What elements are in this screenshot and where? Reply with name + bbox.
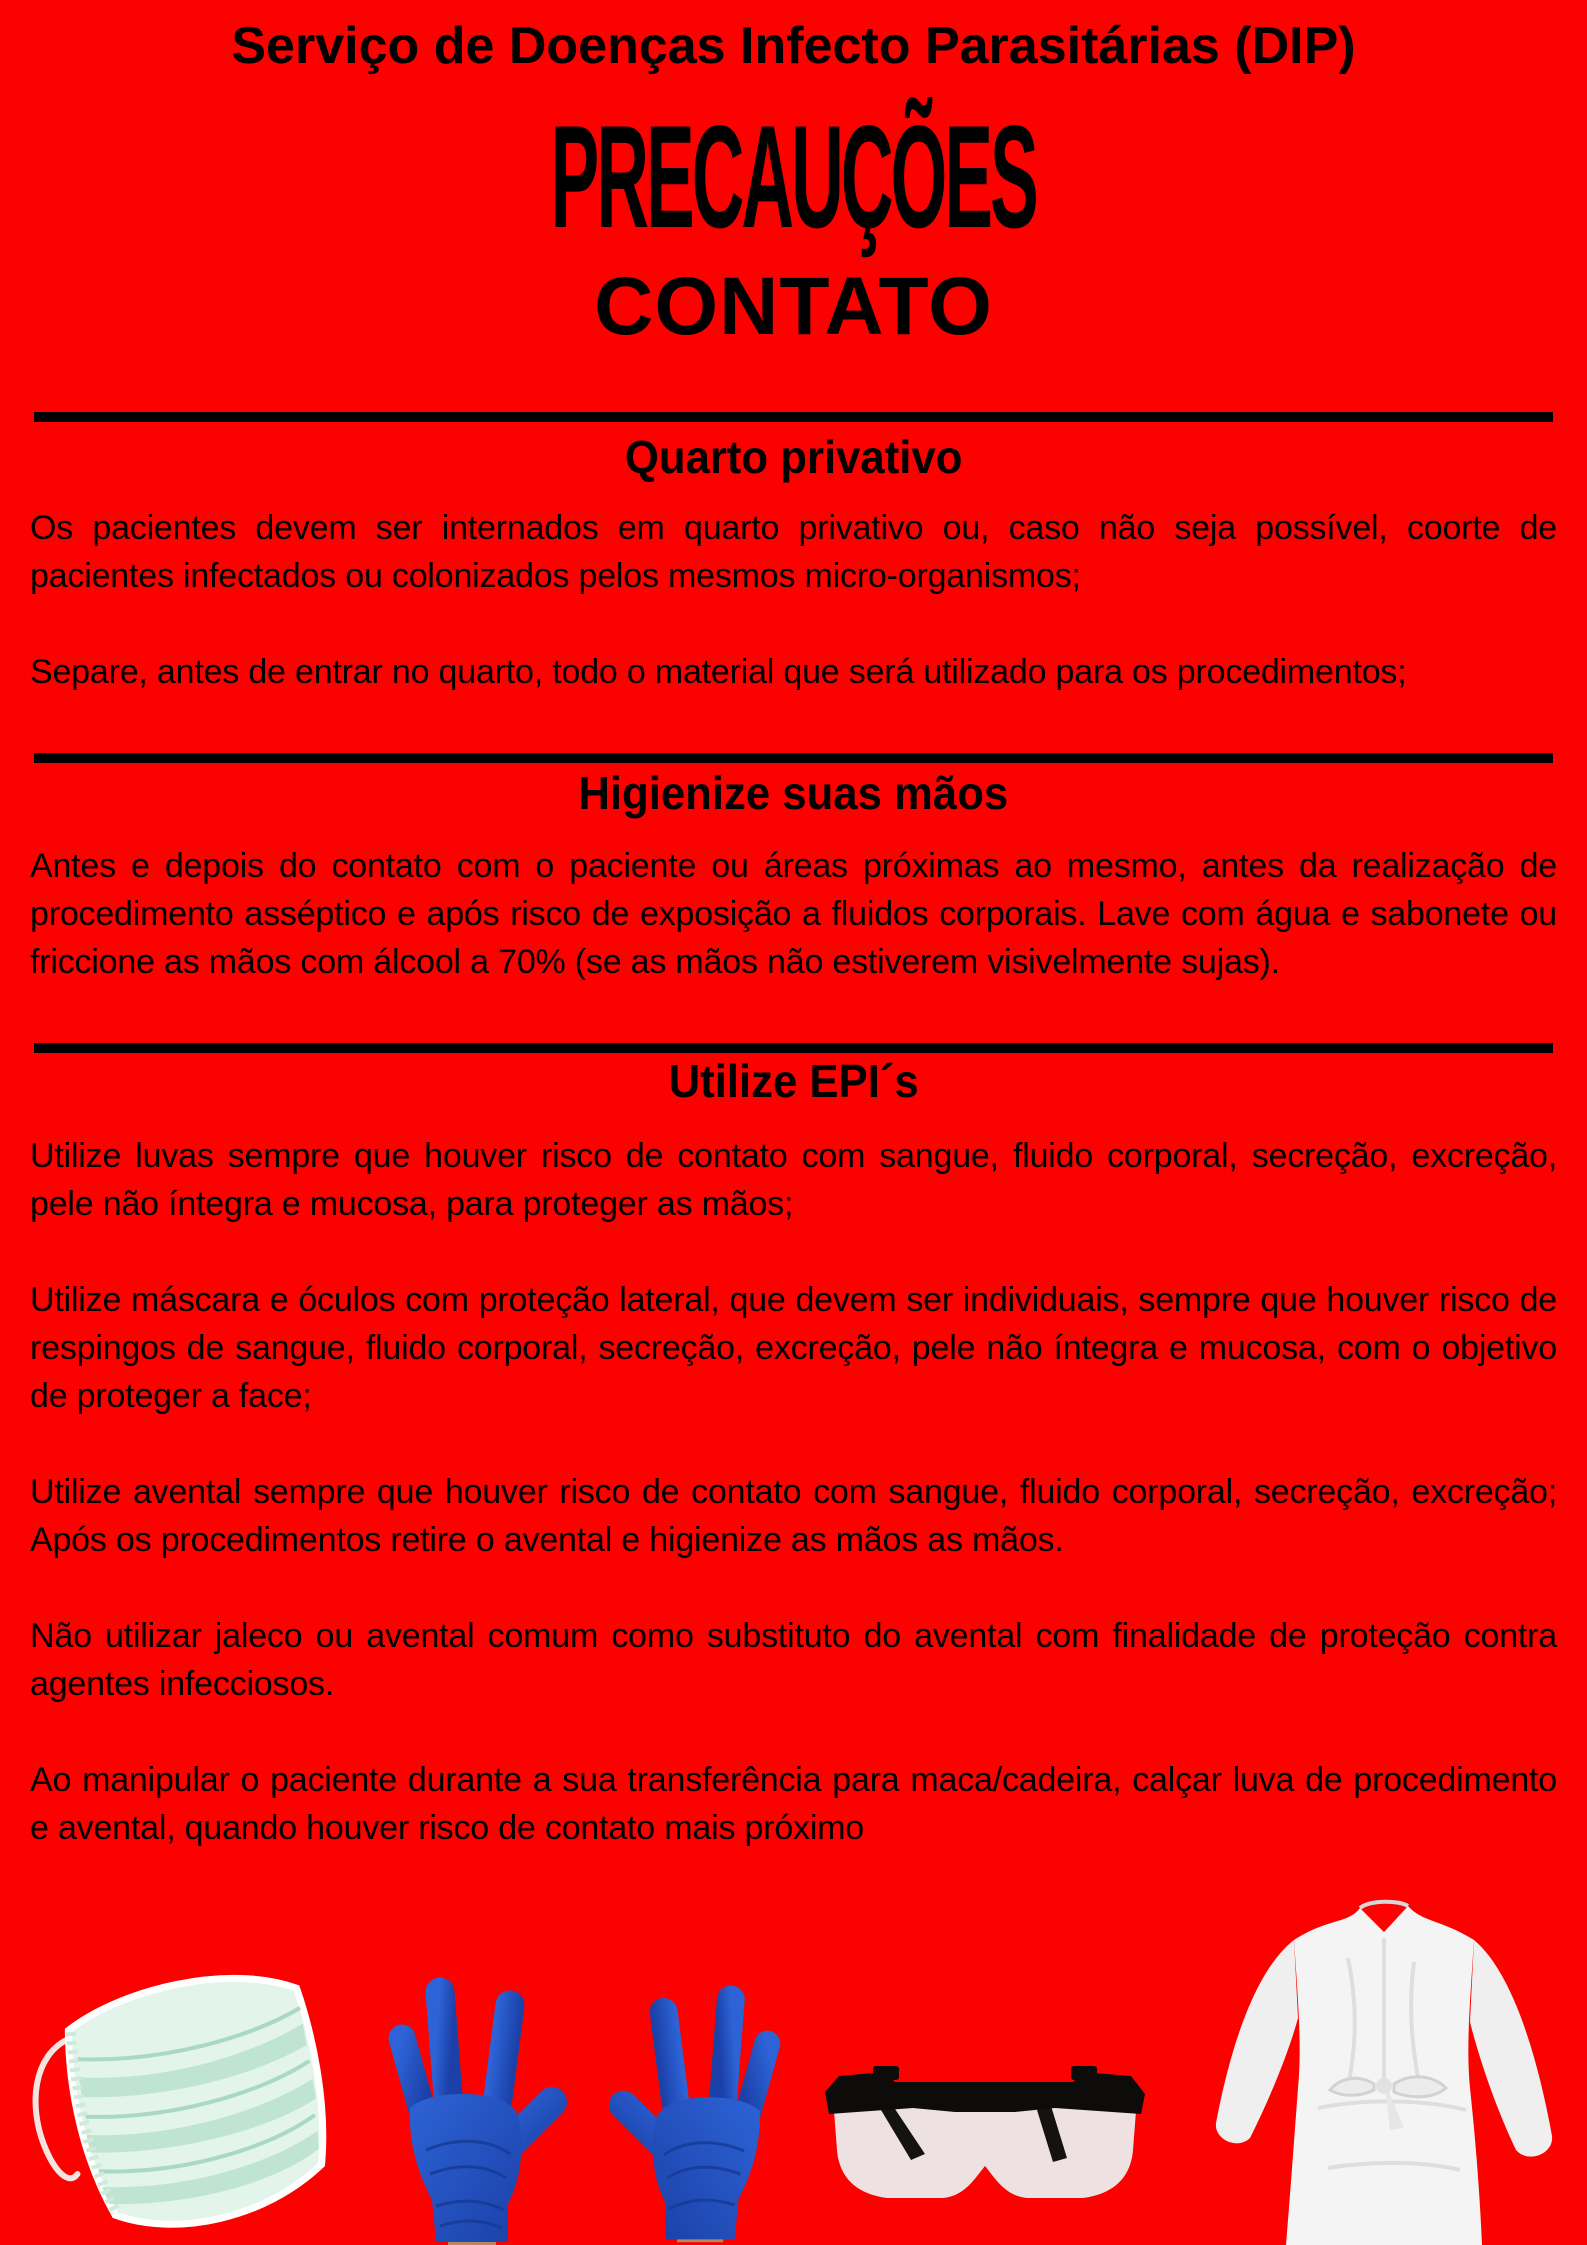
isolation-gown-icon <box>1198 1898 1570 2245</box>
page-title: Serviço de Doenças Infecto Parasitárias (DIP) <box>231 17 1356 75</box>
section-quarto-privativo-body <box>30 504 1557 696</box>
safety-goggles-icon <box>815 2058 1155 2210</box>
paragraph: Antes e depois do contato com o paciente ou áreas próximas ao mesmo, antes da realização de procedimento asséptico e após risco de exposição a fluidos corporais. Lave com água e sabonete ou friccione as mãos com álcool a 70% (se as mãos não estiverem visivelmente sujas). <box>30 847 1557 981</box>
nitrile-glove-icon <box>608 1966 798 2245</box>
paragraph: Não utilizar jaleco ou avental comum como substituto do avental com finalidade de proteção contra agentes infecciosos. <box>30 1617 1557 1703</box>
sub-heading: CONTATO <box>594 261 993 352</box>
paragraph: Os pacientes devem ser internados em quarto privativo ou, caso não seja possível, coorte de pacientes infectados ou colonizados pelos mesmos micro-organismos; <box>30 509 1557 595</box>
paragraph: Separe, antes de entrar no quarto, todo o material que será utilizado para os procedimentos; <box>30 653 1407 691</box>
section-heading-quarto-privativo: Quarto privativo <box>624 431 963 483</box>
paragraph: Utilize luvas sempre que houver risco de contato com sangue, fluido corporal, secreção, excreção, pele não íntegra e mucosa, para proteger as mãos; <box>30 1137 1557 1223</box>
surgical-mask-icon <box>22 1948 357 2245</box>
section-divider <box>34 753 1553 763</box>
section-higienize-maos-body <box>30 842 1557 986</box>
paragraph: Utilize máscara e óculos com proteção lateral, que devem ser individuais, sempre que houver risco de respingos de sangue, fluido corporal, secreção, excreção, pele não íntegra e mucosa, com o objetivo de proteger a face; <box>30 1281 1557 1415</box>
section-divider <box>34 1043 1553 1053</box>
paragraph: Utilize avental sempre que houver risco de contato com sangue, fluido corporal, secreção, excreção; Após os procedimentos retire o avental e higienize as mãos as mãos. <box>30 1473 1557 1559</box>
main-heading-text: PRECAUÇÕES <box>550 95 1037 258</box>
section-heading-higienize-maos: Higienize suas mãos <box>578 767 1009 819</box>
section-heading-utilize-epis: Utilize EPI´s <box>668 1055 919 1107</box>
nitrile-glove-icon <box>370 1960 568 2245</box>
section-utilize-epis-body <box>30 1132 1557 1852</box>
paragraph: Ao manipular o paciente durante a sua transferência para maca/cadeira, calçar luva de procedimento e avental, quando houver risco de contato mais próximo <box>30 1761 1557 1847</box>
section-divider <box>34 412 1553 422</box>
main-heading <box>0 95 1587 258</box>
